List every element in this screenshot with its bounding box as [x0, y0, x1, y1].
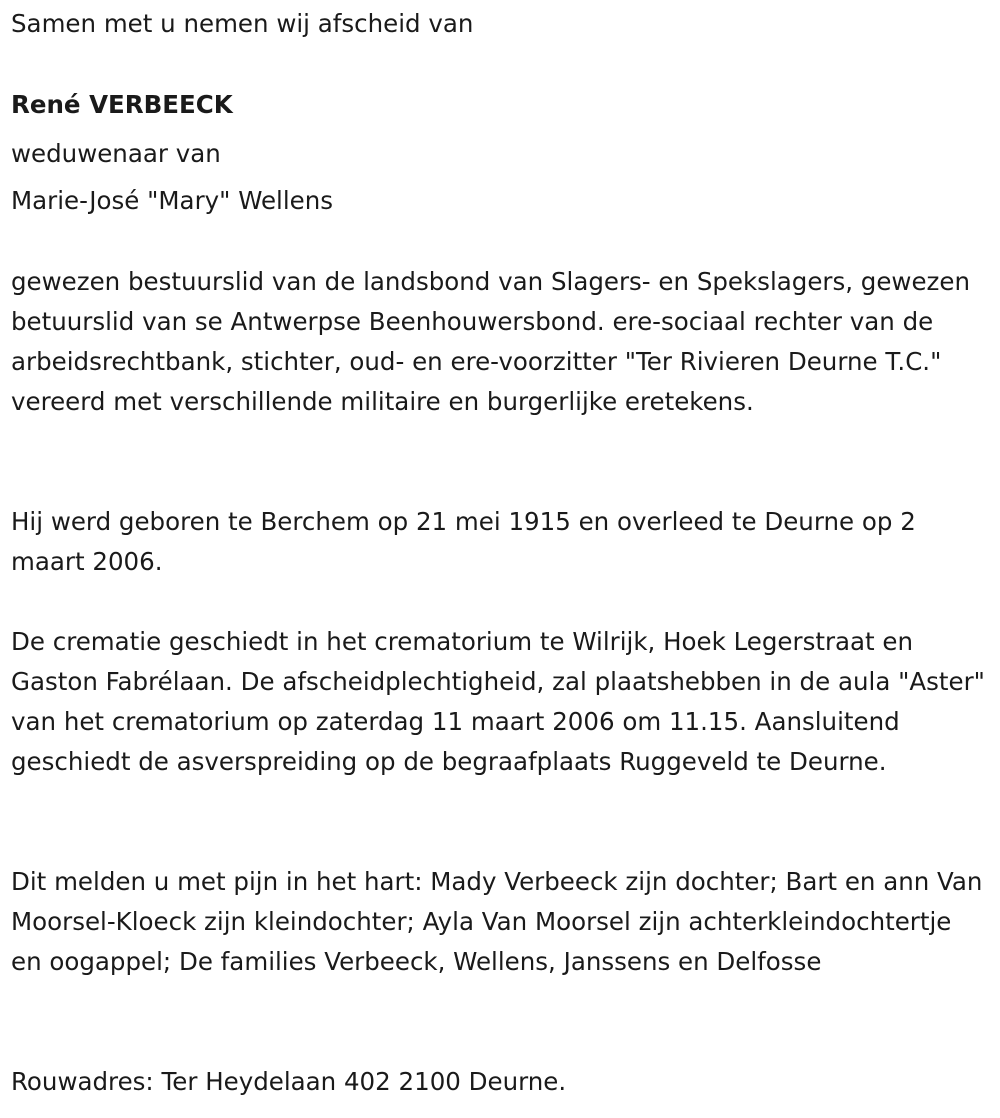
intro-text: Samen met u nemen wij afscheid van: [11, 9, 474, 38]
functions-paragraph: gewezen bestuurslid van de landsbond van Slagers- en Spekslagers, gewezen betuurslid van se Antwerpse Beenhouwersbond. ere-sociaal rechter van de arbeidsrechtbank, stichter, oud- en ere-voorzitter "Ter Rivieren Deurne T.C." vereerd met verschillende militaire en burgerlijke eretekens.: [11, 267, 971, 416]
family-paragraph: Dit melden u met pijn in het hart: Mady Verbeeck zijn dochter; Bart en ann Van Moorsel-Kloeck zijn kleindochter; Ayla Van Moorsel zijn achterkleindochtertje en oogappel; De families Verbeeck, Wellens, Janssens en Delfosse: [11, 867, 983, 976]
birth-death-paragraph: Hij werd geboren te Berchem op 21 mei 1915 en overleed te Deurne op 2 maart 2006.: [11, 507, 916, 576]
mourning-address: Rouwadres: Ter Heydelaan 402 2100 Deurne.: [11, 1067, 567, 1096]
deceased-name: René VERBEECK: [11, 90, 233, 119]
cremation-paragraph: De crematie geschiedt in het crematorium te Wilrijk, Hoek Legerstraat en Gaston Fabrélaan. De afscheidplechtigheid, zal plaatshebben in de aula "Aster" van het crematorium op zaterdag 11 maart 2006 om 11.15. Aansluitend geschiedt de asverspreiding op de begraafplaats Ruggeveld te Deurne.: [11, 627, 985, 776]
spouse-name: Marie-José "Mary" Wellens: [11, 186, 334, 215]
relation-text: weduwenaar van: [11, 139, 221, 168]
